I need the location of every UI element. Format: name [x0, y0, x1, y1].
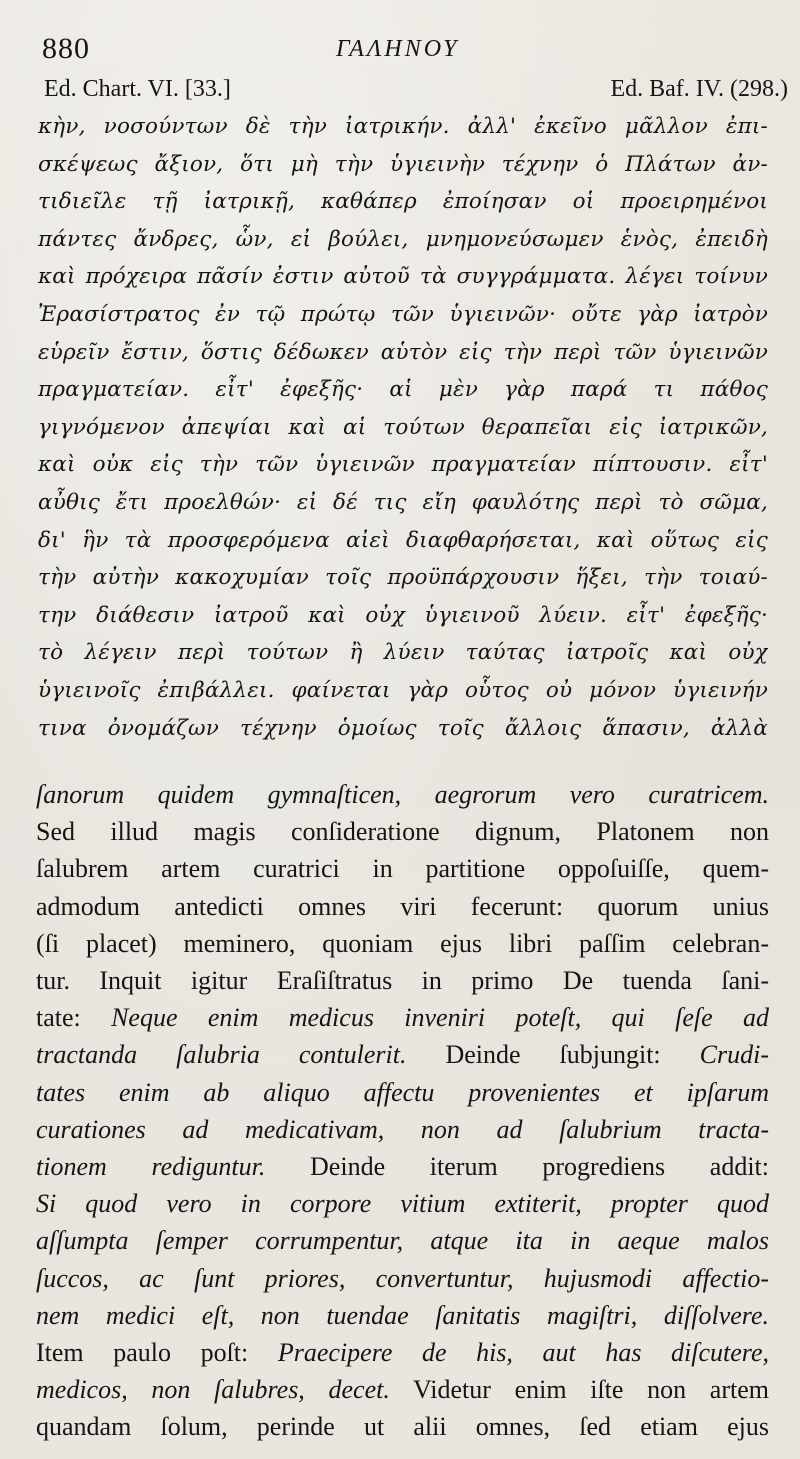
- edition-chart-reference: Ed. Chart. VI. [33.]: [44, 76, 231, 102]
- italic-text-run: medicos, non ſalubres, decet.: [36, 1375, 390, 1405]
- greek-text-line: γιγνόμενον ἀπεψίαι καὶ αἱ τούτων θεραπεῖαι εἰς ἰατρικῶν,: [38, 414, 768, 440]
- page-number: 880: [42, 32, 90, 65]
- roman-text-run: admodum antedicti omnes viri fecerunt: quorum unius: [36, 891, 769, 921]
- greek-text-line: την διάθεσιν ἰατροῦ καὶ οὐχ ὑγιεινοῦ λύειν. εἶτ' ἐφεξῆς·: [38, 602, 768, 628]
- latin-text-line: [36, 962, 769, 999]
- roman-text-run: Videtur enim iſte non artem: [389, 1375, 769, 1405]
- italic-text-run: Praecipere de his, aut has diſcutere,: [277, 1338, 769, 1368]
- latin-text-line: [36, 925, 769, 962]
- latin-text-line: [36, 1185, 769, 1222]
- greek-text-line: πάντες ἄνδρες, ὧν, εἰ βούλει, μνημονεύσωμεν ἑνὸς, ἐπειδὴ: [38, 226, 768, 252]
- italic-text-run: ſanorum quidem gymnaſticen, aegrorum vero curatricem.: [36, 780, 769, 809]
- greek-text-line: δι' ἣν τὰ προσφερόμενα αἰεὶ διαφθαρήσεται, καὶ οὕτως εἰς: [38, 527, 768, 553]
- roman-text-run: tate:: [36, 1003, 112, 1033]
- edition-reference-line: [44, 76, 788, 106]
- roman-text-run: ſalubrem artem curatrici in partitione oppoſuiſſe, quem-: [36, 854, 769, 884]
- greek-text-block: [38, 108, 768, 747]
- latin-text-line: [36, 1111, 769, 1148]
- italic-text-run: nem medici eſt, non tuendae ſanitatis magiſtri, diſſolvere.: [36, 1300, 769, 1330]
- running-title: ΓΑΛΗΝΟΥ: [336, 36, 460, 62]
- roman-text-run: Deinde ſubjungit:: [406, 1040, 700, 1070]
- latin-text-line: [36, 1334, 769, 1371]
- latin-text-line: [36, 1371, 769, 1408]
- greek-text-line: τιδιεῖλε τῇ ἰατρικῇ, καθάπερ ἐποίησαν οἱ προειρημένοι: [38, 189, 768, 215]
- greek-text-line: τὴν αὐτὴν κακοχυμίαν τοῖς προϋπάρχουσιν ἥξει, τὴν τοιαύ-: [38, 565, 768, 591]
- italic-text-run: curationes ad medicativam, non ad ſalubrium tracta-: [36, 1114, 769, 1144]
- latin-text-line: [36, 1222, 769, 1259]
- greek-text-line: τὸ λέγειν περὶ τούτων ἢ λύειν ταύτας ἰατροῖς καὶ οὐχ: [38, 640, 768, 666]
- latin-text-line: [36, 1260, 769, 1297]
- greek-text-line: καὶ οὐκ εἰς τὴν τῶν ὑγιεινῶν πραγματείαν πίπτουσιν. εἶτ': [38, 452, 768, 478]
- roman-text-run: Item paulo poſt:: [36, 1338, 278, 1368]
- page-header: [40, 28, 782, 72]
- italic-text-run: Neque enim medicus inveniri poteſt, qui ſeſe ad: [111, 1003, 769, 1033]
- greek-text-line: καὶ πρόχειρα πᾶσίν ἐστιν αὐτοῦ τὰ συγγράμματα. λέγει τοίνυν: [38, 264, 768, 290]
- roman-text-run: (ſi placet) meminero, quoniam ejus libri paſſim celebran-: [36, 928, 769, 958]
- italic-text-run: Si quod vero in corpore vitium extiterit, propter quod: [36, 1189, 769, 1219]
- latin-text-line: [36, 999, 769, 1036]
- latin-text-line: [36, 813, 769, 850]
- greek-text-line: σκέψεως ἄξιον, ὅτι μὴ τὴν ὑγιεινὴν τέχνην ὁ Πλάτων ἀν-: [38, 151, 768, 177]
- italic-text-run: ſuccos, ac ſunt priores, convertuntur, hujusmodi affectio-: [36, 1263, 769, 1293]
- greek-text-line: αὖθις ἔτι προελθών· εἰ δέ τις εἴη φαυλότης περὶ τὸ σῶμα,: [38, 489, 768, 515]
- latin-text-line: [36, 888, 769, 925]
- italic-text-run: tates enim ab aliquo affectu provenientes et ipſarum: [36, 1077, 769, 1107]
- roman-text-run: Sed illud magis conſideratione dignum, Platonem non: [36, 817, 769, 847]
- italic-text-run: tionem rediguntur.: [36, 1152, 266, 1182]
- latin-text-line: [36, 1297, 769, 1334]
- greek-text-line: Ἐρασίστρατος ἐν τῷ πρώτῳ τῶν ὑγιεινῶν· οὔτε γὰρ ἰατρὸν: [38, 301, 768, 327]
- latin-text-line: [36, 1408, 769, 1445]
- greek-text-line: τινα ὀνομάζων τέχνην ὁμοίως τοῖς ἄλλοις ἅπασιν, ἀλλὰ: [38, 715, 768, 741]
- greek-text-line: ὑγιεινοῖς ἐπιβάλλει. φαίνεται γὰρ οὗτος οὐ μόνον ὑγιεινήν: [38, 677, 768, 703]
- latin-text-line: [36, 776, 769, 813]
- italic-text-run: aſſumpta ſemper corrumpentur, atque ita in aeque malos: [36, 1226, 769, 1256]
- latin-text-line: [36, 850, 769, 887]
- latin-text-line: [36, 1036, 769, 1073]
- italic-text-run: Crudi-: [699, 1040, 769, 1070]
- roman-text-run: tur. Inquit igitur Eraſiſtratus in primo De tuenda ſani-: [36, 966, 769, 996]
- greek-text-line: εὑρεῖν ἔστιν, ὅστις δέδωκεν αὑτὸν εἰς τὴν περὶ τῶν ὑγιεινῶν: [38, 339, 768, 365]
- italic-text-run: tractanda ſalubria contulerit.: [36, 1040, 407, 1070]
- roman-text-run: Deinde iterum progrediens addit:: [265, 1152, 769, 1182]
- latin-text-line: [36, 1074, 769, 1111]
- greek-text-line: κὴν, νοσούντων δὲ τὴν ἰατρικήν. ἀλλ' ἐκεῖνο μᾶλλον ἐπι-: [38, 114, 768, 139]
- latin-text-line: [36, 1148, 769, 1185]
- greek-text-line: πραγματείαν. εἶτ' ἐφεξῆς· αἱ μὲν γὰρ παρά τι πάθος: [38, 377, 768, 403]
- roman-text-run: quandam ſolum, perinde ut alii omnes, ſed etiam ejus: [36, 1412, 769, 1442]
- latin-text-block: [36, 776, 769, 1446]
- edition-basel-reference: Ed. Baf. IV. (298.): [610, 76, 788, 102]
